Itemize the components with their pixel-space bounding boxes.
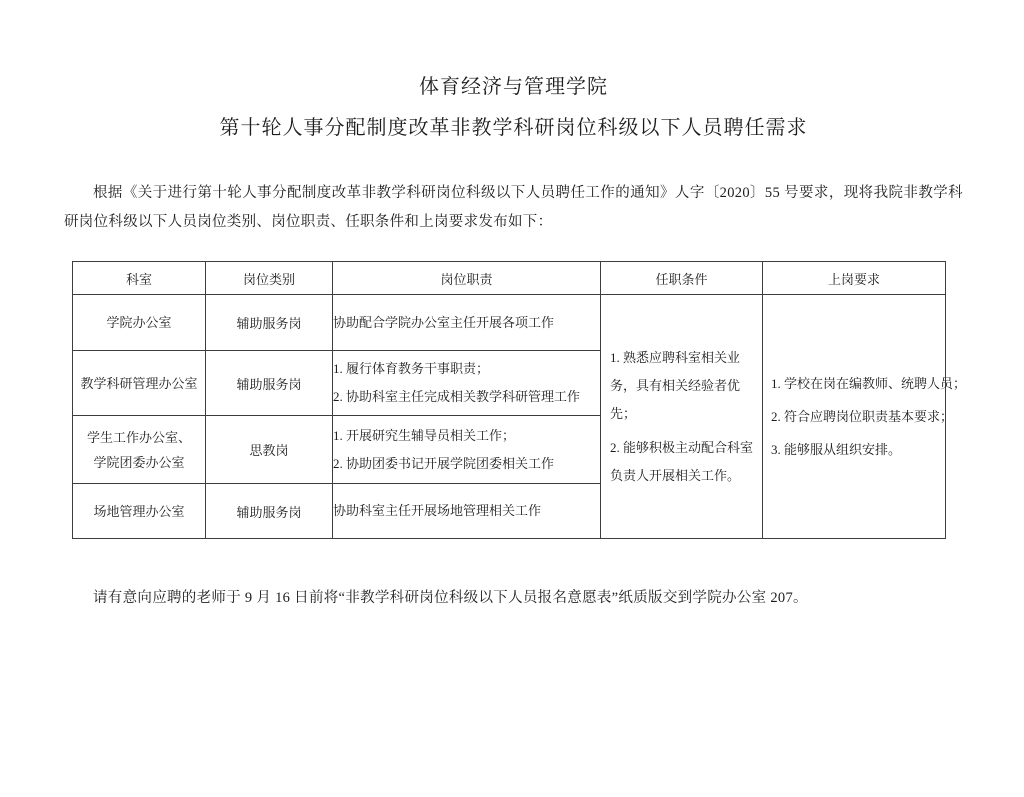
col-header-duties: 岗位职责 <box>333 262 601 295</box>
office-cell <box>73 295 206 351</box>
table-row <box>73 295 946 351</box>
condition-item: 2. 能够积极主动配合科室负责人开展相关工作。 <box>610 439 754 483</box>
category-cell: 思教岗 <box>206 416 333 484</box>
office-name: 学院办公室 <box>106 315 172 330</box>
col-header-category: 岗位类别 <box>206 262 333 295</box>
duties-cell <box>333 416 601 484</box>
duty-line: 1. 开展研究生辅导员相关工作； <box>333 427 516 443</box>
office-cell <box>73 351 206 416</box>
requirement-item: 1. 学校在岗在编教师、统聘人员； <box>771 375 967 391</box>
requirements-cell <box>763 295 967 539</box>
intro-paragraph: 根据《关于进行第十轮人事分配制度改革非教学科研岗位科级以下人员聘任工作的通知》人字〔2020〕55 号要求，现将我院非教学科研岗位科级以下人员岗位类别、岗位职责、任职条件和上岗要求发布如下： <box>64 185 963 230</box>
condition-item: 1. 熟悉应聘科室相关业务，具有相关经验者优先； <box>610 349 741 421</box>
office-name: 学院团委办公室 <box>93 454 185 470</box>
page-subtitle: 第十轮人事分配制度改革非教学科研岗位科级以下人员聘任需求 <box>219 117 808 139</box>
duty-line: 协助配合学院办公室主任开展各项工作 <box>333 314 555 330</box>
office-cell <box>73 416 206 484</box>
duty-line: 2. 协助科室主任完成相关教学科研管理工作 <box>333 389 581 404</box>
office-cell <box>73 484 206 539</box>
col-header-office: 科室 <box>73 262 206 295</box>
conditions-cell <box>601 295 763 539</box>
office-name: 场地管理办公室 <box>93 503 185 519</box>
office-name: 教学科研管理办公室 <box>80 375 198 391</box>
category-cell: 辅助服务岗 <box>206 295 333 351</box>
duty-line: 1. 履行体育教务干事职责； <box>333 361 490 376</box>
requirement-item: 3. 能够服从组织安排。 <box>771 441 902 457</box>
page-title: 体育经济与管理学院 <box>419 76 608 98</box>
footer-paragraph: 请有意向应聘的老师于 9 月 16 日前将“非教学科研岗位科级以下人员报名意愿表”纸质版交到学院办公室 207。 <box>93 590 808 606</box>
office-name: 学生工作办公室、 <box>86 429 191 445</box>
requirement-item: 2. 符合应聘岗位职责基本要求； <box>771 408 954 424</box>
table-header-row <box>73 262 946 295</box>
duty-line: 2. 协助团委书记开展学院团委相关工作 <box>333 455 555 471</box>
col-header-requirements: 上岗要求 <box>763 262 946 295</box>
positions-table <box>72 261 967 539</box>
col-header-conditions: 任职条件 <box>601 262 763 295</box>
duty-line: 协助科室主任开展场地管理相关工作 <box>333 503 542 518</box>
duties-cell <box>333 351 601 416</box>
category-cell: 辅助服务岗 <box>206 351 333 416</box>
duties-cell <box>333 295 601 351</box>
duties-cell <box>333 484 601 539</box>
category-cell: 辅助服务岗 <box>206 484 333 539</box>
document-page <box>0 74 1024 613</box>
